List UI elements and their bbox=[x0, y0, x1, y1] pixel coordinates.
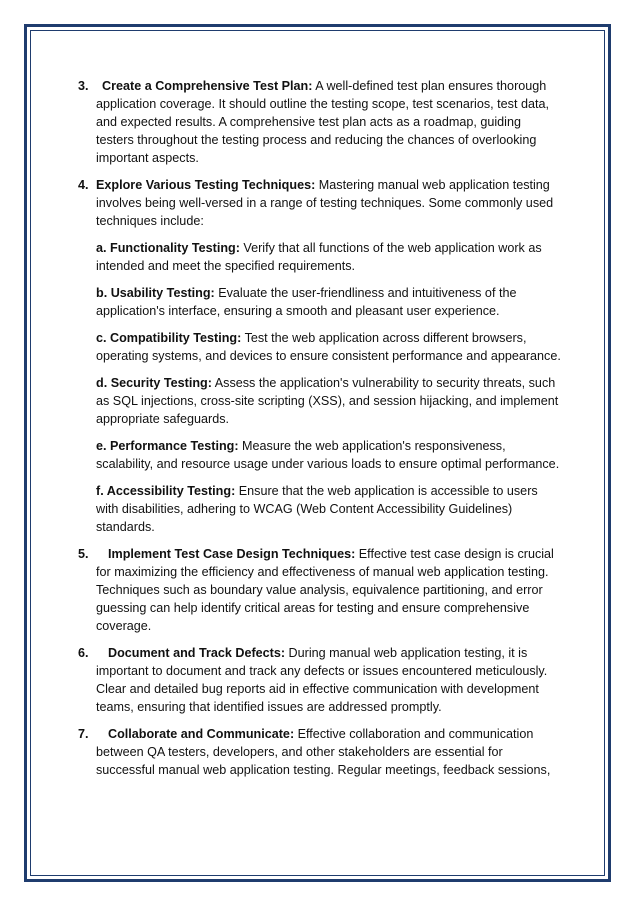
item-number: 5. bbox=[78, 547, 89, 561]
item-title: Implement Test Case Design Techniques: bbox=[108, 547, 356, 561]
item-text: Effective collaboration and communication between QA testers, developers, and other stakeholders are essential for successful manual web application testing. Regular meetings, feedback sessions, bbox=[96, 727, 551, 777]
subitem-label: f. Accessibility Testing: bbox=[96, 484, 236, 498]
subitem-label: d. Security Testing: bbox=[96, 376, 212, 390]
subitem-usability bbox=[96, 284, 562, 320]
item-title: Document and Track Defects: bbox=[108, 646, 286, 660]
subitem-label: a. Functionality Testing: bbox=[96, 241, 240, 255]
list-item-6 bbox=[78, 644, 562, 716]
subitem-performance bbox=[96, 437, 562, 473]
list-item-7 bbox=[78, 725, 562, 779]
subitem-accessibility bbox=[96, 482, 562, 536]
item-text: Effective test case design is crucial for maximizing the efficiency and effectiveness of manual web application testing. Techniques such as boundary value analysis, equivalence partitioning, and error guessing can help identify critical areas for testing and ensure comprehensive coverage. bbox=[96, 547, 554, 633]
item-title: Collaborate and Communicate: bbox=[108, 727, 295, 741]
list-item-3 bbox=[78, 77, 562, 167]
item-text: During manual web application testing, it is important to document and track any defects or issues encountered meticulously. Clear and detailed bug reports aid in effective communication with development teams, ensuring that identified issues are addressed promptly. bbox=[96, 646, 548, 714]
item-text: Mastering manual web application testing involves being well-versed in a range of testing techniques. Some commonly used techniques include: bbox=[96, 178, 554, 228]
subitem-text: Verify that all functions of the web application work as intended and meet the specified requirements. bbox=[96, 241, 542, 273]
item-title: Explore Various Testing Techniques: bbox=[96, 178, 316, 192]
subitem-security bbox=[96, 374, 562, 428]
item-number: 6. bbox=[78, 646, 89, 660]
subitem-text: Assess the application's vulnerability to security threats, such as SQL injections, cross-site scripting (XSS), and session hijacking, and implement appropriate safeguards. bbox=[96, 376, 559, 426]
document-body bbox=[78, 77, 562, 788]
item-number: 3. bbox=[78, 79, 89, 93]
item-number: 4. bbox=[78, 178, 89, 192]
item-text: A well-defined test plan ensures thorough application coverage. It should outline the testing scope, test scenarios, test data, and expected results. A comprehensive test plan acts as a roadmap, guiding testers throughout the testing process and reducing the chances of overlooking important aspects. bbox=[96, 79, 549, 165]
subitem-text: Test the web application across different browsers, operating systems, and devices to ensure consistent performance and appearance. bbox=[96, 331, 561, 363]
subitem-label: e. Performance Testing: bbox=[96, 439, 239, 453]
subitem-text: Ensure that the web application is accessible to users with disabilities, adhering to WCAG (Web Content Accessibility Guidelines) standards. bbox=[96, 484, 538, 534]
subitem-text: Evaluate the user-friendliness and intuitiveness of the application's interface, ensuring a smooth and pleasant user experience. bbox=[96, 286, 517, 318]
item-number: 7. bbox=[78, 727, 89, 741]
subitem-label: b. Usability Testing: bbox=[96, 286, 215, 300]
item-title: Create a Comprehensive Test Plan: bbox=[102, 79, 313, 93]
subitem-text: Measure the web application's responsiveness, scalability, and resource usage under various loads to ensure optimal performance. bbox=[96, 439, 560, 471]
subitem-compatibility bbox=[96, 329, 562, 365]
list-item-5 bbox=[78, 545, 562, 635]
subitem-label: c. Compatibility Testing: bbox=[96, 331, 242, 345]
list-item-4 bbox=[78, 176, 562, 230]
subitem-functionality bbox=[96, 239, 562, 275]
